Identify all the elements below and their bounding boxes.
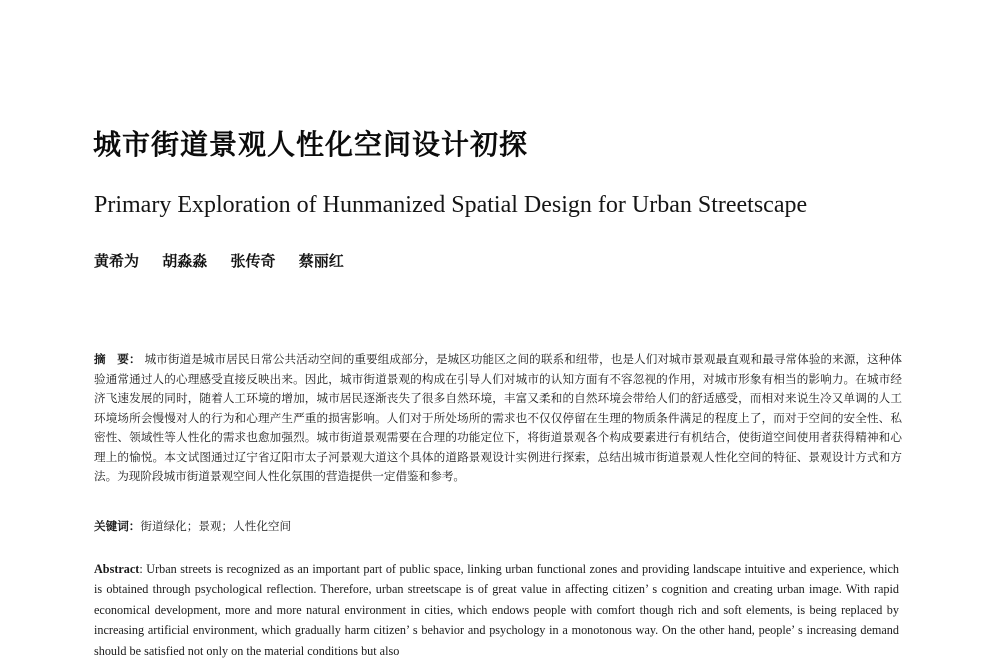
chinese-abstract-label: 摘 要：: [94, 352, 141, 366]
author-name: 张传奇: [230, 252, 276, 270]
chinese-keywords-label: 关键词：: [94, 519, 141, 533]
english-abstract-text: : Urban streets is recognized as an important part of public space, linking urban functional zones and providing landscape intuitive and experience, which is obtained through psychological reflection. Therefore, urban streetscape is of great value in affecting citizen’ s cognition and creating urban image. With rapid economical development, more and more natural environment in cities, which endows people with comfort though rich and soft elements, is being replaced by increasing artificial environment, which gradually harm citizen’ s behavior and psychology in a monotonous way. On the other hand, people’ s increasing demand should be satisfied not only on the material conditions but also: [94, 562, 899, 658]
chinese-abstract-text: 城市街道是城市居民日常公共活动空间的重要组成部分，是城区功能区之间的联系和纽带，也是人们对城市景观最直观和最寻常体验的来源，这种体验通常通过人的心理感受直接反映出来。因此，城市街道景观的构成在引导人们对城市的认知方面有不容忽视的作用，对城市形象有相当的影响力。在城市经济飞速发展的同时，随着人工环境的增加，城市居民逐渐丧失了很多自然环境，丰富又柔和的自然环境会带给人们的舒适感受，而相对来说生冷又单调的人工环境场所会慢慢对人的行为和心理产生严重的损害影响。人们对于所处场所的需求也不仅仅停留在生理的物质条件满足的程度上了，而对于空间的安全性、私密性、领域性等人性化的需求也愈加强烈。城市街道景观需要在合理的功能定位下，将街道景观各个构成要素进行有机结合，使街道空间使用者获得精神和心理上的愉悦。本文试图通过辽宁省辽阳市太子河景观大道这个具体的道路景观设计实例进行探索，总结出城市街道景观人性化空间的特征、景观设计方式和方法。为现阶段城市街道景观空间人性化氛围的营造提供一定借鉴和参考。: [94, 352, 902, 483]
chinese-abstract: [94, 350, 902, 487]
paper-title-english: Primary Exploration of Hunmanized Spatial Design for Urban Streetscape: [94, 192, 808, 218]
author-name: 胡淼淼: [162, 252, 208, 270]
chinese-keywords: [94, 517, 902, 536]
author-name: 蔡丽红: [298, 252, 344, 270]
chinese-keywords-text: 街道绿化；景观；人性化空间: [140, 519, 292, 533]
english-abstract-label: Abstract: [94, 562, 140, 576]
author-name: 黄希为: [94, 252, 140, 270]
english-abstract: [94, 559, 899, 660]
author-list: [94, 250, 694, 272]
paper-title-chinese: 城市街道景观人性化空间设计初探: [93, 128, 529, 161]
